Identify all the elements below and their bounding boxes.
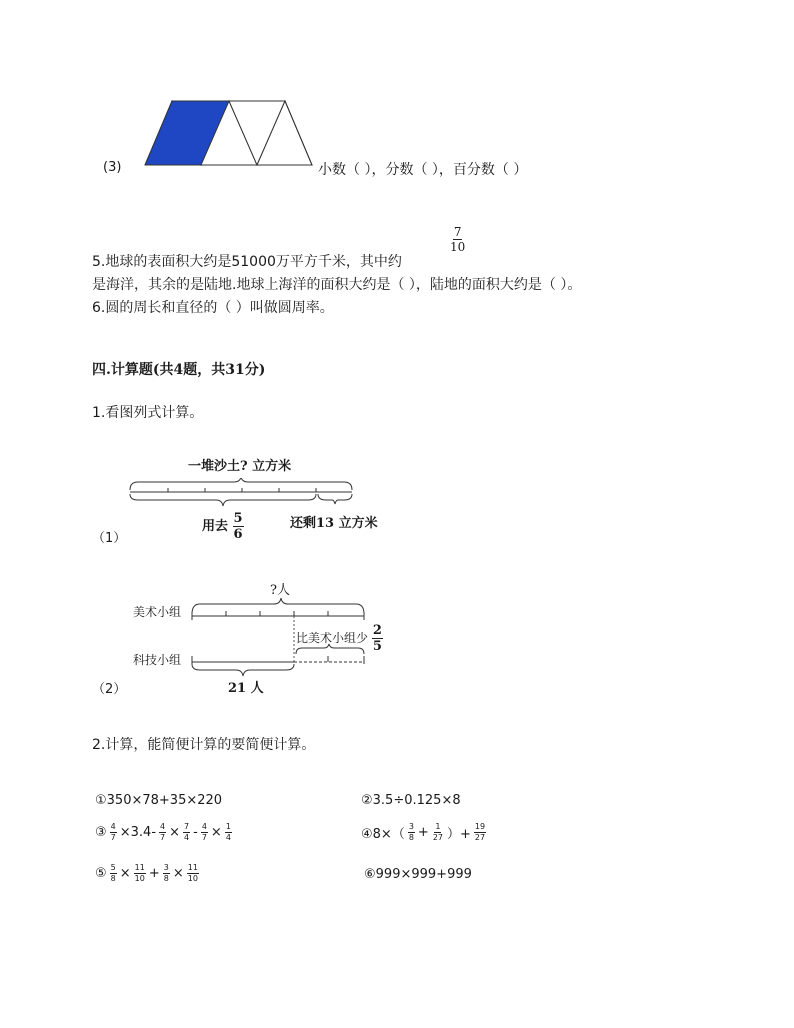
d1-used-label: 用去 $\frac{5}{6}$ <box>202 511 243 542</box>
d2-top-brace <box>192 598 364 614</box>
q3-label: (3) <box>103 160 122 175</box>
d2-art-label: 美术小组 <box>133 605 182 619</box>
d2-index: （2） <box>92 682 127 697</box>
d2-bottom-label: 21 人 <box>228 681 264 696</box>
d1-used-den: 6 <box>233 527 243 542</box>
problem1-title: 1.看图列式计算。 <box>92 405 204 421</box>
q3-question: 小数（ ），分数（ ），百分数（ ） <box>318 162 528 178</box>
expr-1: ①350×78+35×220 <box>95 793 223 808</box>
d1-top-brace <box>130 478 352 490</box>
expr-4: ④8×（ $\frac{3}{8}$ + $\frac{1}{27}$ ）+ $\frac{19}{27}$ <box>361 822 486 842</box>
q5-line2: 是海洋，其余的是陆地.地球上海洋的面积大约是（ ），陆地的面积大约是（ ）。 <box>92 277 582 293</box>
expr-3: ③ $\frac{4}{7}$ ×3.4- $\frac{4}{7}$ × $\frac{7}{4}$ - $\frac{4}{7}$ × $\frac{1}{4}$ <box>95 822 231 842</box>
d1-used-num: 5 <box>233 511 243 526</box>
problem2-title: 2.计算，能简便计算的要简便计算。 <box>92 737 316 753</box>
triangle-strip-figure <box>144 100 314 166</box>
d1-bar-figure <box>128 478 358 508</box>
d2-bottom-brace <box>192 664 294 676</box>
q6-text: 6.圆的周长和直径的（ ）叫做圆周率。 <box>92 300 334 316</box>
q5-frac-den: 10 <box>450 240 466 254</box>
expr-5: ⑤ $\frac{5}{8}$ × $\frac{11}{10}$ + $\frac{3}{8}$ × $\frac{11}{10}$ <box>95 863 198 883</box>
section-heading: 四.计算题(共4题，共31分) <box>92 362 266 378</box>
expr-6: ⑥999×999+999 <box>364 867 472 882</box>
d1-left-brace <box>318 494 352 504</box>
d1-left-label: 还剩13 立方米 <box>290 516 378 531</box>
q5-fraction <box>449 226 466 253</box>
d2-less-num: 2 <box>372 623 382 638</box>
d2-less-label: 比美术小组少 $\frac{2}{5}$ <box>296 623 382 654</box>
q5-frac-num: 7 <box>453 225 462 239</box>
d1-used-brace <box>130 494 316 506</box>
d1-index: （1） <box>92 531 127 546</box>
d2-tech-label: 科技小组 <box>133 653 182 667</box>
expr-2: ②3.5÷0.125×8 <box>361 793 461 808</box>
q5-line1: 5.地球的表面积大约是51000万平方千米，其中约 <box>92 254 402 270</box>
d2-less-den: 5 <box>372 639 382 654</box>
d2-top-label: ?人 <box>270 583 290 598</box>
d1-top-label: 一堆沙土? 立方米 <box>188 459 292 474</box>
